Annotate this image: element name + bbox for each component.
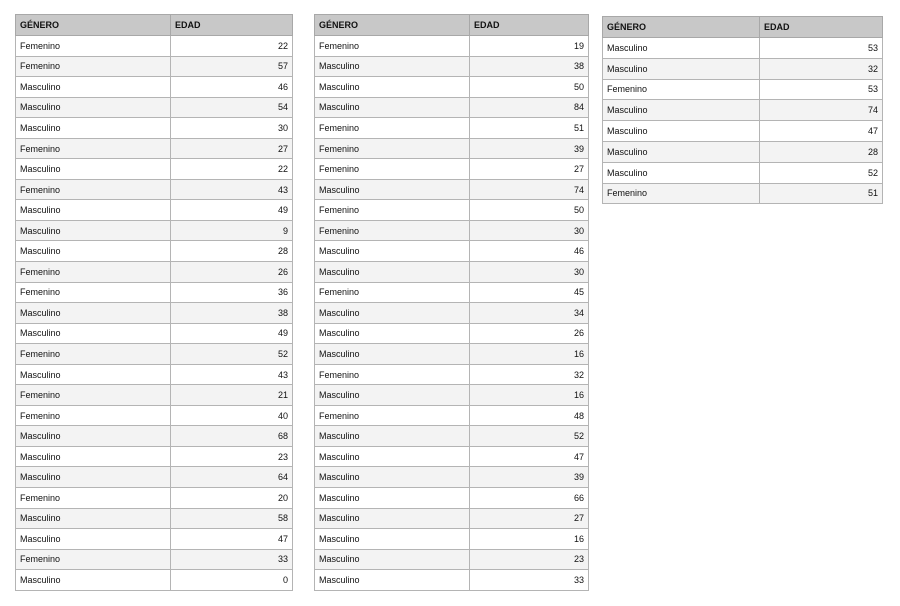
genero-cell: Masculino xyxy=(315,467,470,488)
table-row xyxy=(16,282,293,303)
table-row xyxy=(16,364,293,385)
edad-cell: 48 xyxy=(470,405,589,426)
table-row xyxy=(315,138,589,159)
data-table-1 xyxy=(15,14,293,591)
edad-cell: 49 xyxy=(171,200,293,221)
edad-cell: 30 xyxy=(470,262,589,283)
column-header-genero: GÉNERO xyxy=(315,15,470,36)
table-row xyxy=(16,118,293,139)
genero-cell: Masculino xyxy=(315,262,470,283)
edad-cell: 58 xyxy=(171,508,293,529)
genero-cell: Masculino xyxy=(16,220,171,241)
edad-cell: 27 xyxy=(470,508,589,529)
genero-cell: Masculino xyxy=(603,141,760,162)
edad-cell: 45 xyxy=(470,282,589,303)
table-row xyxy=(315,77,589,98)
table-row xyxy=(16,200,293,221)
edad-cell: 27 xyxy=(171,138,293,159)
edad-cell: 0 xyxy=(171,570,293,591)
table-row xyxy=(315,508,589,529)
genero-cell: Masculino xyxy=(16,77,171,98)
edad-cell: 16 xyxy=(470,529,589,550)
genero-cell: Masculino xyxy=(603,58,760,79)
column-header-genero: GÉNERO xyxy=(603,17,760,38)
table-row xyxy=(16,467,293,488)
table-row xyxy=(315,118,589,139)
edad-cell: 53 xyxy=(760,79,883,100)
genero-cell: Masculino xyxy=(16,303,171,324)
table-row xyxy=(16,138,293,159)
edad-cell: 20 xyxy=(171,488,293,509)
edad-cell: 68 xyxy=(171,426,293,447)
edad-cell: 74 xyxy=(760,100,883,121)
edad-cell: 52 xyxy=(171,344,293,365)
table-row xyxy=(315,446,589,467)
genero-cell: Femenino xyxy=(16,56,171,77)
table-row xyxy=(16,385,293,406)
table-row xyxy=(315,405,589,426)
edad-cell: 53 xyxy=(760,38,883,59)
table-row xyxy=(315,220,589,241)
edad-cell: 33 xyxy=(470,570,589,591)
edad-cell: 22 xyxy=(171,159,293,180)
edad-cell: 26 xyxy=(470,323,589,344)
table-row xyxy=(603,121,883,142)
edad-cell: 28 xyxy=(760,141,883,162)
table-row xyxy=(16,56,293,77)
genero-cell: Femenino xyxy=(315,405,470,426)
genero-cell: Masculino xyxy=(16,529,171,550)
table-row xyxy=(315,549,589,570)
genero-cell: Femenino xyxy=(315,220,470,241)
table-row xyxy=(315,488,589,509)
genero-cell: Femenino xyxy=(315,36,470,57)
table-row xyxy=(16,36,293,57)
table-row xyxy=(315,282,589,303)
genero-cell: Masculino xyxy=(315,323,470,344)
edad-cell: 43 xyxy=(171,179,293,200)
genero-cell: Masculino xyxy=(315,549,470,570)
edad-cell: 46 xyxy=(171,77,293,98)
table-row xyxy=(315,385,589,406)
table-row xyxy=(16,262,293,283)
edad-cell: 51 xyxy=(470,118,589,139)
genero-cell: Masculino xyxy=(315,303,470,324)
table-row xyxy=(315,467,589,488)
edad-cell: 50 xyxy=(470,200,589,221)
genero-cell: Femenino xyxy=(315,159,470,180)
genero-cell: Masculino xyxy=(315,488,470,509)
edad-cell: 46 xyxy=(470,241,589,262)
genero-cell: Masculino xyxy=(315,385,470,406)
table-row xyxy=(315,323,589,344)
table-row xyxy=(16,179,293,200)
table-row xyxy=(315,344,589,365)
genero-cell: Femenino xyxy=(315,282,470,303)
table-row xyxy=(16,159,293,180)
genero-cell: Femenino xyxy=(603,183,760,204)
edad-cell: 64 xyxy=(171,467,293,488)
genero-cell: Masculino xyxy=(315,179,470,200)
genero-cell: Femenino xyxy=(16,36,171,57)
table-row xyxy=(16,405,293,426)
genero-cell: Masculino xyxy=(603,38,760,59)
genero-cell: Masculino xyxy=(603,121,760,142)
edad-cell: 16 xyxy=(470,344,589,365)
edad-cell: 23 xyxy=(470,549,589,570)
genero-cell: Masculino xyxy=(315,508,470,529)
column-header-edad: EDAD xyxy=(171,15,293,36)
edad-cell: 23 xyxy=(171,446,293,467)
table-row xyxy=(603,183,883,204)
edad-cell: 51 xyxy=(760,183,883,204)
table-row xyxy=(16,220,293,241)
table-row xyxy=(315,529,589,550)
genero-cell: Masculino xyxy=(16,241,171,262)
table-row xyxy=(315,36,589,57)
genero-cell: Masculino xyxy=(16,570,171,591)
table-row xyxy=(16,488,293,509)
header-row xyxy=(603,17,883,38)
edad-cell: 84 xyxy=(470,97,589,118)
table-row xyxy=(315,241,589,262)
genero-cell: Masculino xyxy=(16,159,171,180)
header-row xyxy=(315,15,589,36)
genero-cell: Femenino xyxy=(315,118,470,139)
genero-cell: Femenino xyxy=(16,488,171,509)
genero-cell: Femenino xyxy=(315,138,470,159)
table-row xyxy=(603,58,883,79)
table-row xyxy=(16,344,293,365)
edad-cell: 30 xyxy=(171,118,293,139)
table-row xyxy=(603,38,883,59)
table-row xyxy=(315,200,589,221)
genero-cell: Masculino xyxy=(315,241,470,262)
genero-cell: Femenino xyxy=(16,138,171,159)
edad-cell: 22 xyxy=(171,36,293,57)
edad-cell: 40 xyxy=(171,405,293,426)
table-row xyxy=(603,141,883,162)
edad-cell: 28 xyxy=(171,241,293,262)
header-row xyxy=(16,15,293,36)
genero-cell: Masculino xyxy=(16,508,171,529)
genero-cell: Masculino xyxy=(315,77,470,98)
table-row xyxy=(16,323,293,344)
column-header-edad: EDAD xyxy=(470,15,589,36)
genero-cell: Masculino xyxy=(16,200,171,221)
genero-cell: Masculino xyxy=(315,570,470,591)
table-row xyxy=(315,179,589,200)
edad-cell: 26 xyxy=(171,262,293,283)
table-row xyxy=(315,97,589,118)
genero-cell: Femenino xyxy=(16,282,171,303)
genero-cell: Masculino xyxy=(603,100,760,121)
edad-cell: 38 xyxy=(470,56,589,77)
genero-cell: Masculino xyxy=(315,446,470,467)
table-row xyxy=(16,77,293,98)
edad-cell: 32 xyxy=(760,58,883,79)
table-row xyxy=(16,508,293,529)
edad-cell: 49 xyxy=(171,323,293,344)
edad-cell: 21 xyxy=(171,385,293,406)
table-row xyxy=(603,162,883,183)
genero-cell: Masculino xyxy=(16,97,171,118)
table-row xyxy=(315,262,589,283)
table-row xyxy=(16,446,293,467)
column-header-edad: EDAD xyxy=(760,17,883,38)
table-row xyxy=(16,549,293,570)
genero-cell: Masculino xyxy=(16,467,171,488)
genero-cell: Masculino xyxy=(315,426,470,447)
edad-cell: 74 xyxy=(470,179,589,200)
genero-cell: Masculino xyxy=(16,118,171,139)
genero-cell: Femenino xyxy=(16,262,171,283)
table-row xyxy=(16,241,293,262)
edad-cell: 50 xyxy=(470,77,589,98)
edad-cell: 47 xyxy=(470,446,589,467)
genero-cell: Masculino xyxy=(16,323,171,344)
data-table-2 xyxy=(314,14,589,591)
table-row xyxy=(315,426,589,447)
table-row xyxy=(603,100,883,121)
genero-cell: Masculino xyxy=(315,56,470,77)
edad-cell: 38 xyxy=(171,303,293,324)
table-row xyxy=(16,97,293,118)
edad-cell: 43 xyxy=(171,364,293,385)
edad-cell: 19 xyxy=(470,36,589,57)
edad-cell: 57 xyxy=(171,56,293,77)
table-row xyxy=(315,570,589,591)
genero-cell: Masculino xyxy=(315,344,470,365)
edad-cell: 27 xyxy=(470,159,589,180)
genero-cell: Masculino xyxy=(16,426,171,447)
genero-cell: Femenino xyxy=(315,200,470,221)
table-row xyxy=(315,159,589,180)
genero-cell: Masculino xyxy=(603,162,760,183)
table-row xyxy=(603,79,883,100)
edad-cell: 16 xyxy=(470,385,589,406)
genero-cell: Femenino xyxy=(16,179,171,200)
genero-cell: Femenino xyxy=(603,79,760,100)
edad-cell: 52 xyxy=(760,162,883,183)
table-row xyxy=(315,364,589,385)
genero-cell: Femenino xyxy=(16,549,171,570)
genero-cell: Masculino xyxy=(315,529,470,550)
genero-cell: Masculino xyxy=(16,446,171,467)
table-row xyxy=(16,570,293,591)
genero-cell: Masculino xyxy=(315,97,470,118)
edad-cell: 33 xyxy=(171,549,293,570)
table-row xyxy=(315,56,589,77)
edad-cell: 66 xyxy=(470,488,589,509)
table-row xyxy=(16,529,293,550)
table-row xyxy=(16,426,293,447)
edad-cell: 30 xyxy=(470,220,589,241)
edad-cell: 47 xyxy=(171,529,293,550)
column-header-genero: GÉNERO xyxy=(16,15,171,36)
edad-cell: 47 xyxy=(760,121,883,142)
table-row xyxy=(315,303,589,324)
table-row xyxy=(16,303,293,324)
genero-cell: Femenino xyxy=(16,385,171,406)
edad-cell: 34 xyxy=(470,303,589,324)
genero-cell: Femenino xyxy=(16,405,171,426)
edad-cell: 39 xyxy=(470,467,589,488)
edad-cell: 36 xyxy=(171,282,293,303)
data-table-3 xyxy=(602,16,883,204)
edad-cell: 32 xyxy=(470,364,589,385)
edad-cell: 39 xyxy=(470,138,589,159)
genero-cell: Femenino xyxy=(16,344,171,365)
edad-cell: 52 xyxy=(470,426,589,447)
genero-cell: Masculino xyxy=(16,364,171,385)
edad-cell: 9 xyxy=(171,220,293,241)
genero-cell: Femenino xyxy=(315,364,470,385)
edad-cell: 54 xyxy=(171,97,293,118)
